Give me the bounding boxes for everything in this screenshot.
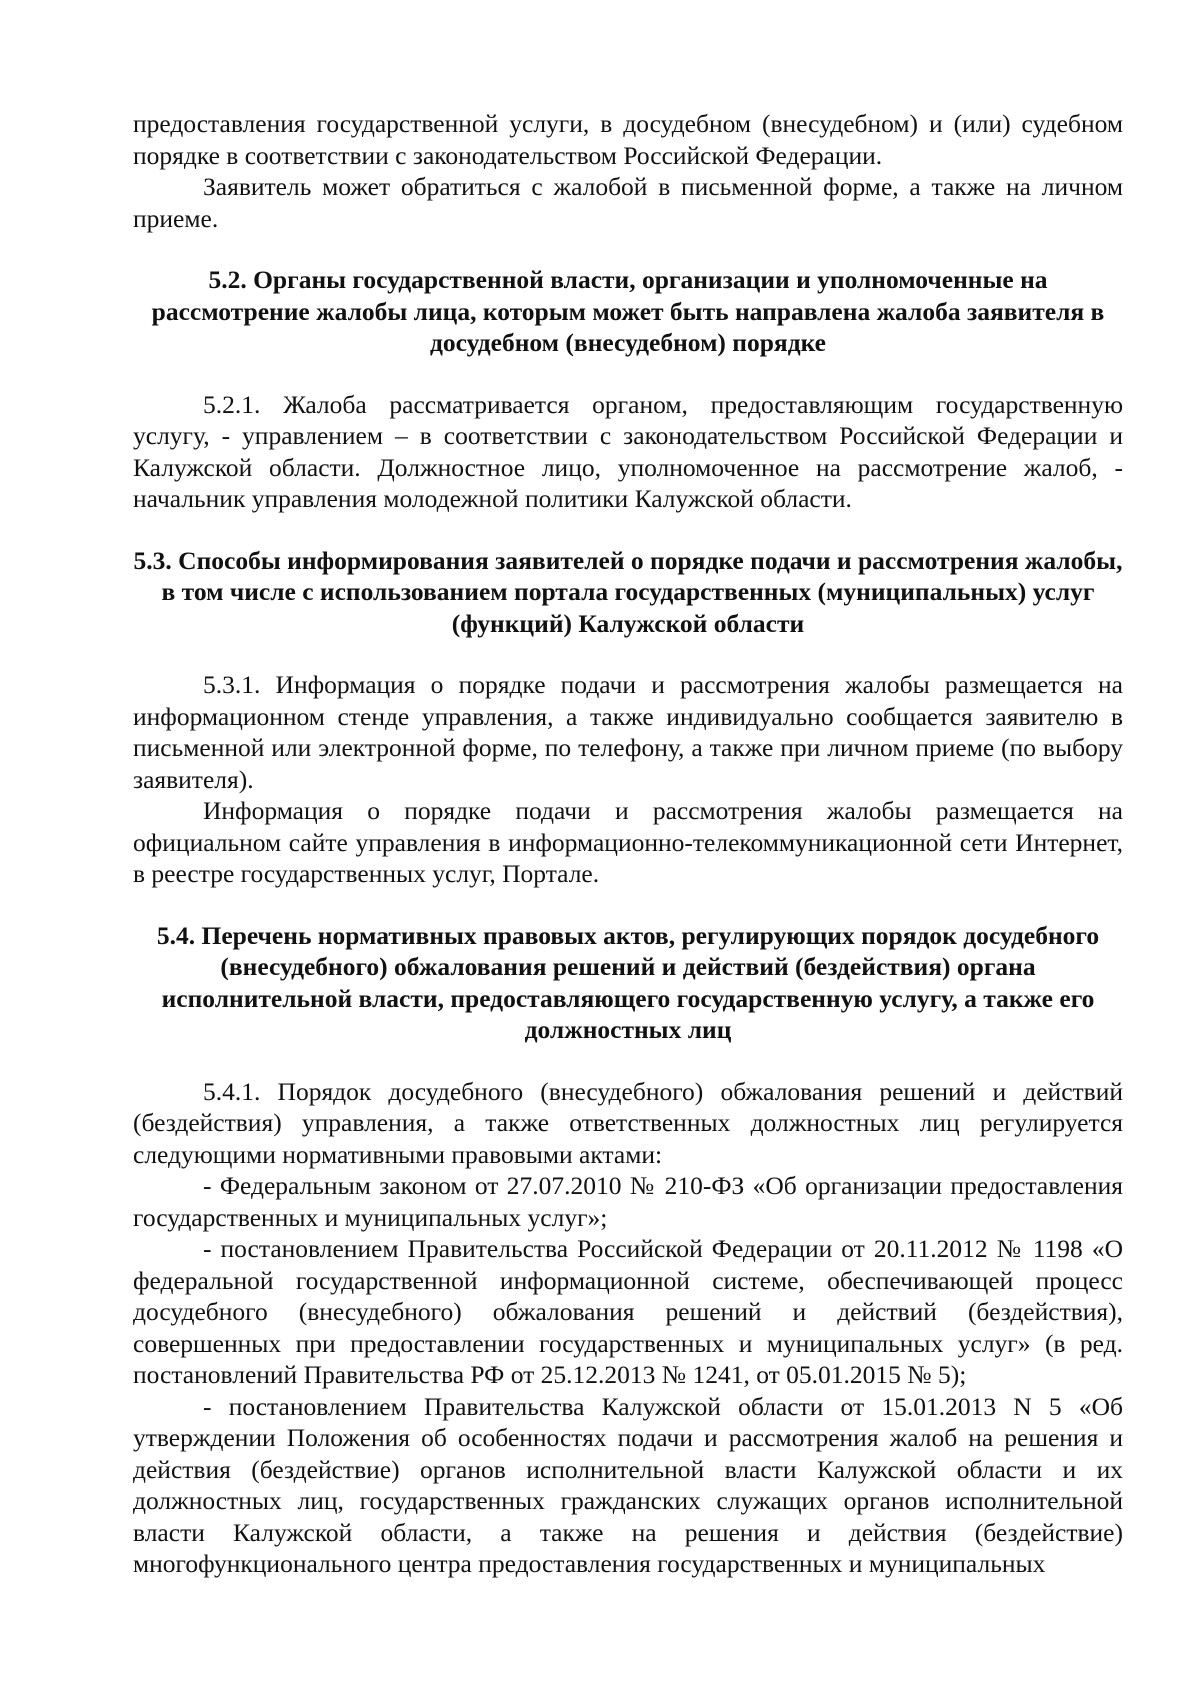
list-item-federal-law: - Федеральным законом от 27.07.2010 № 210-ФЗ «Об организации предоставления государственных и муниципальных услуг»; xyxy=(133,1171,1123,1232)
document-page xyxy=(133,108,1123,1580)
spacer xyxy=(133,890,1123,920)
spacer xyxy=(133,1046,1123,1076)
spacer xyxy=(133,359,1123,389)
paragraph-intro-1: предоставления государственной услуги, в досудебном (внесудебном) и (или) судебном порядке в соответствии с законодательством Российской Федерации. xyxy=(133,109,1123,170)
heading-5-2: 5.2. Органы государственной власти, организации и уполномоченные на рассмотрение жалобы лица, которым может быть направлена жалоба заявителя в досудебном (внесудебном) порядке xyxy=(151,265,1105,357)
spacer xyxy=(133,234,1123,264)
heading-5-3: 5.3. Способы информирования заявителей о порядке подачи и рассмотрения жалобы, в том числе с использованием портала государственных (муниципальных) услуг (функций) Калужской области xyxy=(133,545,1123,638)
list-item-kaluga-government-decree: - постановлением Правительства Калужской области от 15.01.2013 N 5 «Об утверждении Положения об особенностях подачи и рассмотрения жалоб на решения и действия (бездействие) органов исполнительной власти Калужской области и их должностных лиц, государственных гражданских служащих органов исполнительной власти Калужской области, а также на решения и действия (бездействие) многофункционального центра предоставления государственных и муниципальных xyxy=(133,1391,1123,1578)
paragraph-5-3-1: 5.3.1. Информация о порядке подачи и рассмотрения жалобы размещается на информационном стенде управления, а также индивидуально сообщается заявителю в письменной или электронной форме, по телефону, а также при личном приеме (по выбору заявителя). xyxy=(133,670,1123,794)
list-item-rf-government-decree: - постановлением Правительства Российской Федерации от 20.11.2012 № 1198 «О федеральной государственной информационной системе, обеспечивающей процесс досудебного (внесудебного) обжалования решений и действий (бездействия), совершенных при предоставлении государственных и муниципальных услуг» (в ред. постановлений Правительства РФ от 25.12.2013 № 1241, от 05.01.2015 № 5); xyxy=(133,1234,1123,1389)
paragraph-5-2-1: 5.2.1. Жалоба рассматривается органом, предоставляющим государственную услугу, - управлением – в соответствии с законодательством Российской Федерации и Калужской области. Должностное лицо, уполномоченное на рассмотрение жалоб, - начальник управления молодежной политики Калужской области. xyxy=(133,389,1123,513)
paragraph-intro-2: Заявитель может обратиться с жалобой в письменной форме, а также на личном приеме. xyxy=(133,172,1123,233)
paragraph-5-3-2: Информация о порядке подачи и рассмотрения жалобы размещается на официальном сайте управления в информационно-телекоммуникационной сети Интернет, в реестре государственных услуг, Портале. xyxy=(133,796,1123,888)
paragraph-5-4-1: 5.4.1. Порядок досудебного (внесудебного) обжалования решений и действий (бездействия) управления, а также ответственных должностных лиц регулируется следующими нормативными правовыми актами: xyxy=(133,1076,1123,1169)
spacer xyxy=(133,515,1123,545)
spacer xyxy=(133,639,1123,669)
heading-5-4: 5.4. Перечень нормативных правовых актов, регулирующих порядок досудебного (внесудебного) обжалования решений и действий (бездействия) органа исполнительной власти, предоставляющего государственную услугу, а также его должностных лиц xyxy=(156,920,1100,1044)
